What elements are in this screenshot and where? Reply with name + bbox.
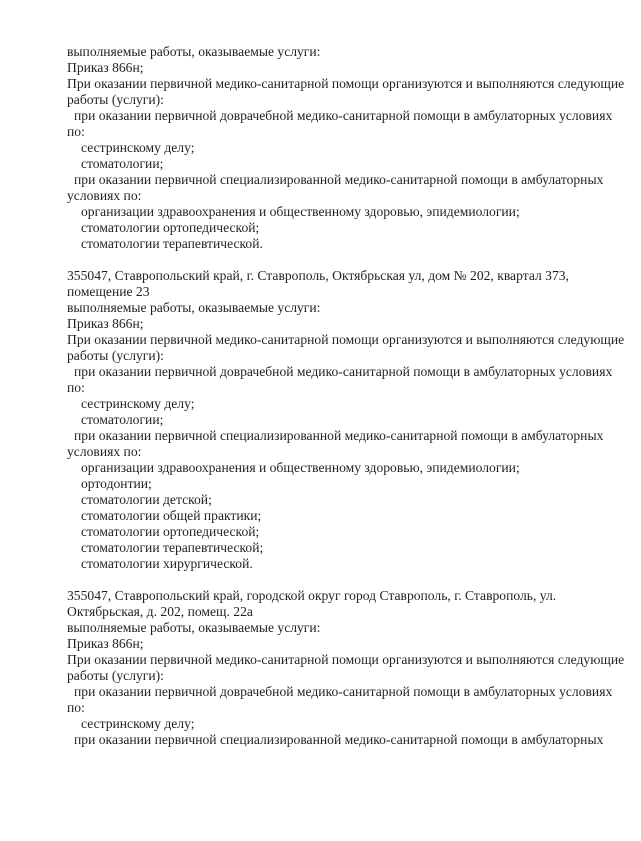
document-line: При оказании первичной медико-санитарной помощи организуются и выполняются следующие — [67, 332, 625, 347]
document-line: работы (услуги): — [67, 348, 164, 363]
document-line: выполняемые работы, оказываемые услуги: — [67, 44, 321, 59]
document-line: Приказ 866н; — [67, 636, 144, 651]
document-line: Приказ 866н; — [67, 316, 144, 331]
document-line: стоматологии; — [81, 156, 164, 171]
document-line: 355047, Ставропольский край, городской округ город Ставрополь, г. Ставрополь, ул. — [67, 588, 557, 603]
document-line: Октябрьская, д. 202, помещ. 22а — [67, 604, 253, 619]
document-line: организации здравоохранения и общественному здоровью, эпидемиологии; — [81, 460, 520, 475]
document-line: При оказании первичной медико-санитарной помощи организуются и выполняются следующие — [67, 652, 625, 667]
document-line: по: — [67, 124, 85, 139]
document-line: условиях по: — [67, 188, 142, 203]
document-line: при оказании первичной доврачебной медико-санитарной помощи в амбулаторных условиях — [74, 364, 613, 379]
document-line: ортодонтии; — [81, 476, 152, 491]
document-line: при оказании первичной доврачебной медико-санитарной помощи в амбулаторных условиях — [74, 108, 613, 123]
blank-line — [67, 252, 623, 268]
document-line: организации здравоохранения и общественному здоровью, эпидемиологии; — [81, 204, 520, 219]
document-line: стоматологии ортопедической; — [81, 220, 260, 235]
document-line: по: — [67, 700, 85, 715]
document-line: Приказ 866н; — [67, 60, 144, 75]
document-line: при оказании первичной специализированной медико-санитарной помощи в амбулаторных — [74, 732, 604, 747]
document-line: помещение 23 — [67, 284, 150, 299]
document-line: при оказании первичной специализированной медико-санитарной помощи в амбулаторных — [74, 428, 604, 443]
document-line: условиях по: — [67, 444, 142, 459]
blank-line — [67, 572, 623, 588]
document-line: выполняемые работы, оказываемые услуги: — [67, 620, 321, 635]
document-line: выполняемые работы, оказываемые услуги: — [67, 300, 321, 315]
document-line: При оказании первичной медико-санитарной помощи организуются и выполняются следующие — [67, 76, 625, 91]
document-line: стоматологии терапевтической. — [81, 236, 263, 251]
document-line: сестринскому делу; — [81, 716, 195, 731]
document-line: 355047, Ставропольский край, г. Ставрополь, Октябрьская ул, дом № 202, квартал 373, — [67, 268, 569, 283]
document-line: стоматологии ортопедической; — [81, 524, 260, 539]
document-text — [67, 44, 623, 748]
document-line: сестринскому делу; — [81, 140, 195, 155]
document-line: стоматологии хирургической. — [81, 556, 253, 571]
document-line: стоматологии; — [81, 412, 164, 427]
document-line: работы (услуги): — [67, 668, 164, 683]
document-line: при оказании первичной доврачебной медико-санитарной помощи в амбулаторных условиях — [74, 684, 613, 699]
document-line: стоматологии общей практики; — [81, 508, 262, 523]
document-line: стоматологии терапевтической; — [81, 540, 264, 555]
document-line: по: — [67, 380, 85, 395]
document-line: стоматологии детской; — [81, 492, 212, 507]
document-line: сестринскому делу; — [81, 396, 195, 411]
document-line: работы (услуги): — [67, 92, 164, 107]
document-line: при оказании первичной специализированной медико-санитарной помощи в амбулаторных — [74, 172, 604, 187]
